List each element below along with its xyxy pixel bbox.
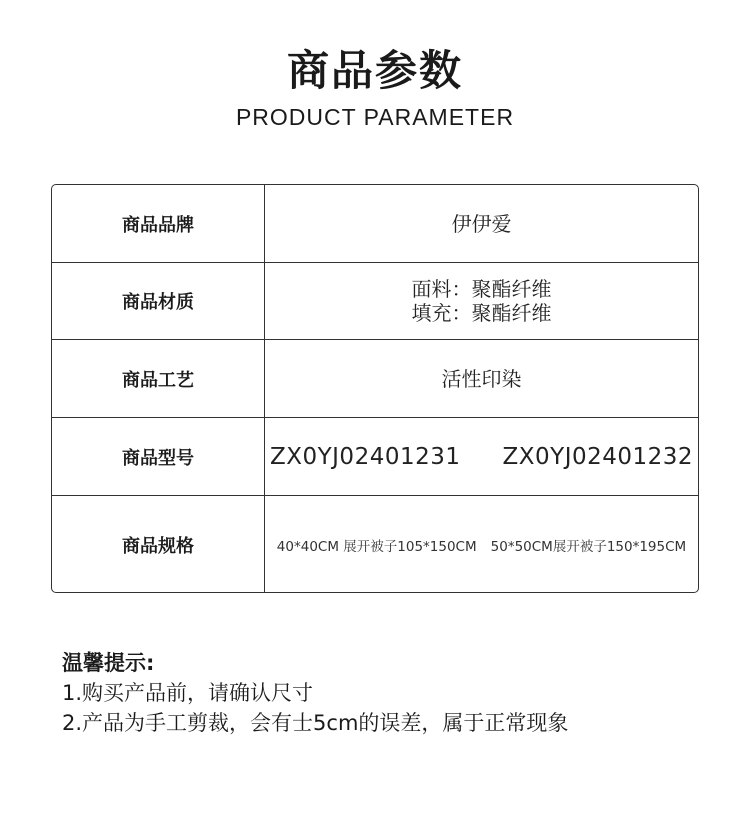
tips-section bbox=[62, 648, 568, 738]
material-filling: 填充：聚酯纤维 bbox=[411, 301, 552, 325]
table-row-craft bbox=[52, 339, 698, 417]
size-option-2: 50*50CM展开被子150*195CM bbox=[490, 539, 687, 555]
row-label-brand: 商品品牌 bbox=[52, 185, 265, 262]
page-title: 商品参数 bbox=[286, 46, 463, 95]
page-subtitle: PRODUCT PARAMETER bbox=[235, 104, 515, 130]
brand-value: 伊伊爱 bbox=[451, 211, 512, 236]
row-label-model: 商品型号 bbox=[52, 418, 265, 495]
tip-item-1: 1.购买产品前，请确认尺寸 bbox=[62, 681, 314, 705]
material-fabric: 面料：聚酯纤维 bbox=[411, 277, 552, 301]
table-row-brand bbox=[52, 185, 698, 262]
table-row-size bbox=[52, 495, 698, 593]
table-row-material bbox=[52, 262, 698, 339]
row-value-model bbox=[265, 418, 698, 495]
row-label-size: 商品规格 bbox=[52, 496, 265, 593]
model-number-2: ZX0YJ02401232 bbox=[502, 443, 694, 470]
row-value-craft bbox=[265, 340, 698, 417]
row-label-craft: 商品工艺 bbox=[52, 340, 265, 417]
craft-value: 活性印染 bbox=[441, 366, 522, 391]
tip-item-2: 2.产品为手工剪裁，会有士5cm的误差，属于正常现象 bbox=[62, 711, 569, 735]
parameter-table bbox=[51, 184, 699, 593]
row-value-material bbox=[265, 263, 698, 339]
size-option-1: 40*40CM 展开被子105*150CM bbox=[276, 539, 477, 555]
row-value-brand bbox=[265, 185, 698, 262]
tips-title: 温馨提示: bbox=[62, 651, 155, 675]
row-value-size bbox=[265, 496, 698, 593]
row-label-material: 商品材质 bbox=[52, 263, 265, 339]
table-row-model bbox=[52, 417, 698, 495]
model-number-1: ZX0YJ02401231 bbox=[269, 443, 461, 470]
